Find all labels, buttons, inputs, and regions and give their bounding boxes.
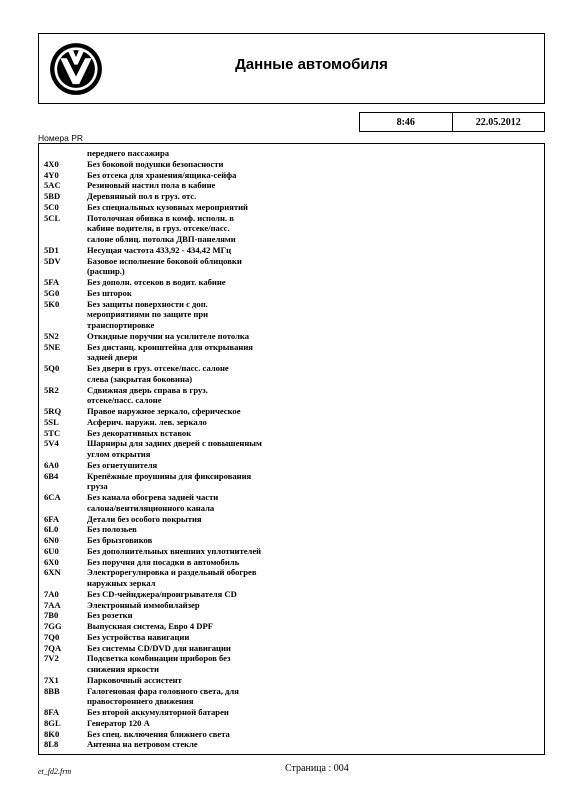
pr-row xyxy=(39,546,544,557)
pr-code: 5D1 xyxy=(44,244,59,255)
pr-code: 7V2 xyxy=(44,653,59,664)
pr-code: 6FA xyxy=(44,513,60,524)
pr-description xyxy=(87,277,544,288)
pr-description xyxy=(87,707,544,718)
pr-row xyxy=(39,148,544,159)
pr-description-line: Электрорегулировка и раздельный обогрев xyxy=(87,567,257,578)
pr-description xyxy=(87,589,544,600)
pr-description-line: углом открытия xyxy=(87,449,151,459)
pr-row xyxy=(39,180,544,191)
pr-row xyxy=(39,718,544,729)
pr-description xyxy=(87,428,544,439)
pr-description-line: Без второй аккумуляторной батареи xyxy=(87,707,229,717)
pr-description-line: груза xyxy=(87,481,108,492)
pr-description xyxy=(87,729,544,740)
pr-row xyxy=(39,245,544,256)
pr-code: 7GG xyxy=(44,621,62,631)
pr-description xyxy=(87,718,544,729)
pr-description xyxy=(87,202,544,213)
pr-description xyxy=(87,567,544,589)
pr-description-line: Без боковой подушки безопасности xyxy=(87,158,224,169)
pr-code: 7A0 xyxy=(44,588,59,599)
pr-description-line: Выпускная система, Евро 4 DPF xyxy=(87,621,213,631)
pr-code: 6N0 xyxy=(44,535,59,545)
pr-row xyxy=(39,471,544,493)
pr-row xyxy=(39,524,544,535)
pr-description-line: Деревянный пол в груз. отс. xyxy=(87,191,197,201)
pr-description xyxy=(87,460,544,471)
pr-description-line: Правое наружное зеркало, сферическое xyxy=(87,406,241,416)
pr-description xyxy=(87,299,544,331)
pr-row xyxy=(39,739,544,750)
pr-row xyxy=(39,417,544,428)
pr-description-line: снижения яркости xyxy=(87,664,159,674)
pr-code: 7X1 xyxy=(44,674,59,685)
pr-description-line: Без специальных кузовных мероприятий xyxy=(87,201,248,212)
pr-row xyxy=(39,492,544,514)
pr-description xyxy=(87,438,544,460)
pr-description xyxy=(87,675,544,686)
pr-description-line: правостороннего движения xyxy=(87,696,194,707)
pr-description xyxy=(87,686,544,708)
pr-code: 8K0 xyxy=(44,728,60,739)
pr-row xyxy=(39,299,544,331)
pr-code: 7B0 xyxy=(44,610,59,621)
pr-description-line: Антенна на ветровом стекле xyxy=(87,739,198,750)
pr-row xyxy=(39,170,544,181)
pr-row xyxy=(39,342,544,364)
pr-code: 6XN xyxy=(44,567,61,578)
pr-codes-table xyxy=(38,143,545,755)
pr-row xyxy=(39,288,544,299)
pr-description-line: (расшир.) xyxy=(87,266,125,277)
pr-description xyxy=(87,621,544,632)
pr-row xyxy=(39,653,544,675)
time-value: 8:46 xyxy=(396,116,415,128)
pr-description xyxy=(87,417,544,428)
date-value: 22.05.2012 xyxy=(452,113,545,131)
pr-description xyxy=(87,256,544,278)
pr-row xyxy=(39,460,544,471)
pr-description-line: задней двери xyxy=(87,352,138,363)
pr-code: 5AC xyxy=(44,180,61,191)
pr-row xyxy=(39,363,544,385)
pr-description-line: транспортировке xyxy=(87,320,155,330)
pr-description-line: Электронный иммобилайзер xyxy=(87,599,200,610)
pr-description xyxy=(87,653,544,675)
pr-description xyxy=(87,557,544,568)
pr-description xyxy=(87,213,544,245)
pr-code: 5V4 xyxy=(44,438,59,449)
pr-description xyxy=(87,180,544,191)
pr-description-line: Без розетки xyxy=(87,610,133,621)
pr-description xyxy=(87,632,544,643)
pr-description-line: отсеке/пасс. салоне xyxy=(87,395,162,406)
pr-description-line: салона/вентиляционного канала xyxy=(87,502,215,513)
pr-description-line: Без защиты поверхности с доп. xyxy=(87,298,208,309)
pr-code xyxy=(39,148,87,159)
section-label: Номера PR xyxy=(38,133,84,143)
pr-row xyxy=(39,621,544,632)
pr-code: 5G0 xyxy=(44,287,60,298)
pr-description-line: Парковочный ассистент xyxy=(87,674,182,685)
pr-description xyxy=(87,159,544,170)
pr-description-line: слева (закрытая боковина) xyxy=(87,373,193,384)
pr-description xyxy=(87,610,544,621)
pr-description-line: Без полозьев xyxy=(87,524,137,535)
pr-row xyxy=(39,202,544,213)
pr-code: 4Y0 xyxy=(44,169,59,180)
pr-row xyxy=(39,729,544,740)
pr-description xyxy=(87,471,544,493)
pr-code: 5K0 xyxy=(44,298,60,309)
pr-description-line: Детали без особого покрытия xyxy=(87,513,202,524)
datetime-box xyxy=(359,112,545,132)
form-name: et_fd2.frm xyxy=(38,767,72,776)
pr-description xyxy=(87,492,544,514)
pr-description-line: Без двери в груз. отсеке/пасс. салоне xyxy=(87,363,229,373)
pr-row xyxy=(39,406,544,417)
pr-code: 8FA xyxy=(44,707,60,717)
pr-description xyxy=(87,600,544,611)
pr-code: 6CA xyxy=(44,492,61,502)
pr-description xyxy=(87,191,544,202)
pr-row xyxy=(39,535,544,546)
pr-description-line: Шарниры для задних дверей с повышенным xyxy=(87,438,262,449)
pr-row xyxy=(39,632,544,643)
pr-description-line: Без декоративных вставок xyxy=(87,427,192,438)
pr-code: 5TC xyxy=(44,427,61,438)
pr-code: 5Q0 xyxy=(44,363,60,373)
pr-row xyxy=(39,277,544,288)
pr-description-line: Без спец. включения ближнего света xyxy=(87,728,230,739)
pr-row xyxy=(39,675,544,686)
pr-codes-list xyxy=(39,148,544,750)
pr-code: 7Q0 xyxy=(44,631,60,642)
pr-description-line: Резиновый настил пола в кабине xyxy=(87,180,216,191)
pr-description-line: Без шторок xyxy=(87,287,132,298)
pr-description xyxy=(87,385,544,407)
pr-description xyxy=(87,535,544,546)
pr-description-line: Без дополнительных внешних уплотнителей xyxy=(87,545,262,556)
pr-code: 6A0 xyxy=(44,459,59,470)
pr-code: 5R2 xyxy=(44,384,59,395)
pr-row xyxy=(39,213,544,245)
pr-code: 7AA xyxy=(44,599,61,610)
pr-description xyxy=(87,514,544,525)
pr-code: 8GL xyxy=(44,717,61,728)
pr-description-line: Без отсека для хранения/ящика-сейфа xyxy=(87,169,237,180)
pr-description-line: Без устройства навигации xyxy=(87,631,190,642)
pr-description-line: Откидные поручни на усилителе потолка xyxy=(87,330,250,341)
pr-description xyxy=(87,245,544,256)
pr-description-line: переднего пассажира xyxy=(87,148,170,158)
pr-description xyxy=(87,170,544,181)
pr-code: 5NE xyxy=(44,341,61,352)
pr-description xyxy=(87,406,544,417)
pr-description xyxy=(87,643,544,654)
pr-description-line: наружных зеркал xyxy=(87,578,156,588)
page-number: Страница : 004 xyxy=(285,763,349,774)
pr-description-line: Без брызговиков xyxy=(87,535,153,545)
pr-description-line: Крепёжные проушины для фиксирования xyxy=(87,470,252,481)
pr-code: 6X0 xyxy=(44,556,59,567)
pr-description xyxy=(87,524,544,535)
pr-description-line: Сдвижная дверь справа в груз. xyxy=(87,384,208,395)
pr-description-line: Без огнетушителя xyxy=(87,459,158,470)
pr-description-line: кабине водителя, в груз. отсеке/пасс. xyxy=(87,223,230,234)
pr-code: 5N2 xyxy=(44,330,59,341)
pr-code: 6B4 xyxy=(44,470,59,481)
pr-description xyxy=(87,148,544,159)
pr-code: 5DV xyxy=(44,255,61,266)
pr-description-line: Потолочная обивка в комф. исполн. в xyxy=(87,212,234,223)
pr-description-line: Без дистанц. кронштейна для открывания xyxy=(87,341,253,352)
pr-description-line: салоне облиц. потолка ДВП-панелями xyxy=(87,234,236,244)
pr-row xyxy=(39,256,544,278)
pr-row xyxy=(39,643,544,654)
pr-row xyxy=(39,438,544,460)
pr-code: 4X0 xyxy=(44,158,59,169)
pr-row xyxy=(39,557,544,568)
pr-code: 8L8 xyxy=(44,739,59,750)
pr-code: 8BB xyxy=(44,685,60,696)
pr-row xyxy=(39,686,544,708)
pr-description-line: Асферич. наружн. лев. зеркало xyxy=(87,416,207,427)
pr-row xyxy=(39,600,544,611)
header-box xyxy=(38,33,545,104)
pr-description-line: мероприятиями по защите при xyxy=(87,309,209,320)
pr-code: 5CL xyxy=(44,212,61,223)
pr-row xyxy=(39,385,544,407)
pr-row xyxy=(39,707,544,718)
pr-row xyxy=(39,428,544,439)
pr-description xyxy=(87,331,544,342)
pr-row xyxy=(39,331,544,342)
pr-description xyxy=(87,288,544,299)
pr-description-line: Галогеновая фара головного света, для xyxy=(87,685,239,696)
pr-row xyxy=(39,610,544,621)
pr-description xyxy=(87,342,544,364)
pr-description-line: Несущая частота 433,92 - 434,42 МГц xyxy=(87,244,232,255)
pr-row xyxy=(39,191,544,202)
pr-row xyxy=(39,159,544,170)
pr-code: 7QA xyxy=(44,642,62,653)
pr-description-line: Генератор 120 А xyxy=(87,717,150,728)
pr-description-line: Без системы CD/DVD для навигации xyxy=(87,642,231,653)
pr-description-line: Базовое исполнение боковой облицовки xyxy=(87,255,242,266)
pr-description xyxy=(87,546,544,557)
pr-description-line: Без поручня для посадки в автомобиль xyxy=(87,556,240,567)
pr-row xyxy=(39,567,544,589)
pr-description xyxy=(87,739,544,750)
pr-description-line: Подсветка комбинации приборов без xyxy=(87,653,231,664)
pr-code: 5FA xyxy=(44,277,60,287)
pr-description xyxy=(87,363,544,385)
pr-row xyxy=(39,514,544,525)
pr-code: 5C0 xyxy=(44,201,59,212)
pr-code: 5RQ xyxy=(44,406,62,416)
page-title: Данные автомобиля xyxy=(235,56,388,73)
pr-code: 5SL xyxy=(44,416,59,427)
pr-code: 5BD xyxy=(44,191,61,201)
pr-description-line: Без CD-чейнджера/проигрывателя CD xyxy=(87,588,237,599)
pr-description-line: Без канала обогрева задней части xyxy=(87,492,219,502)
pr-code: 6L0 xyxy=(44,524,59,535)
pr-description-line: Без дополн. отсеков в водит. кабине xyxy=(87,277,226,287)
pr-row xyxy=(39,589,544,600)
pr-code: 6U0 xyxy=(44,545,59,556)
